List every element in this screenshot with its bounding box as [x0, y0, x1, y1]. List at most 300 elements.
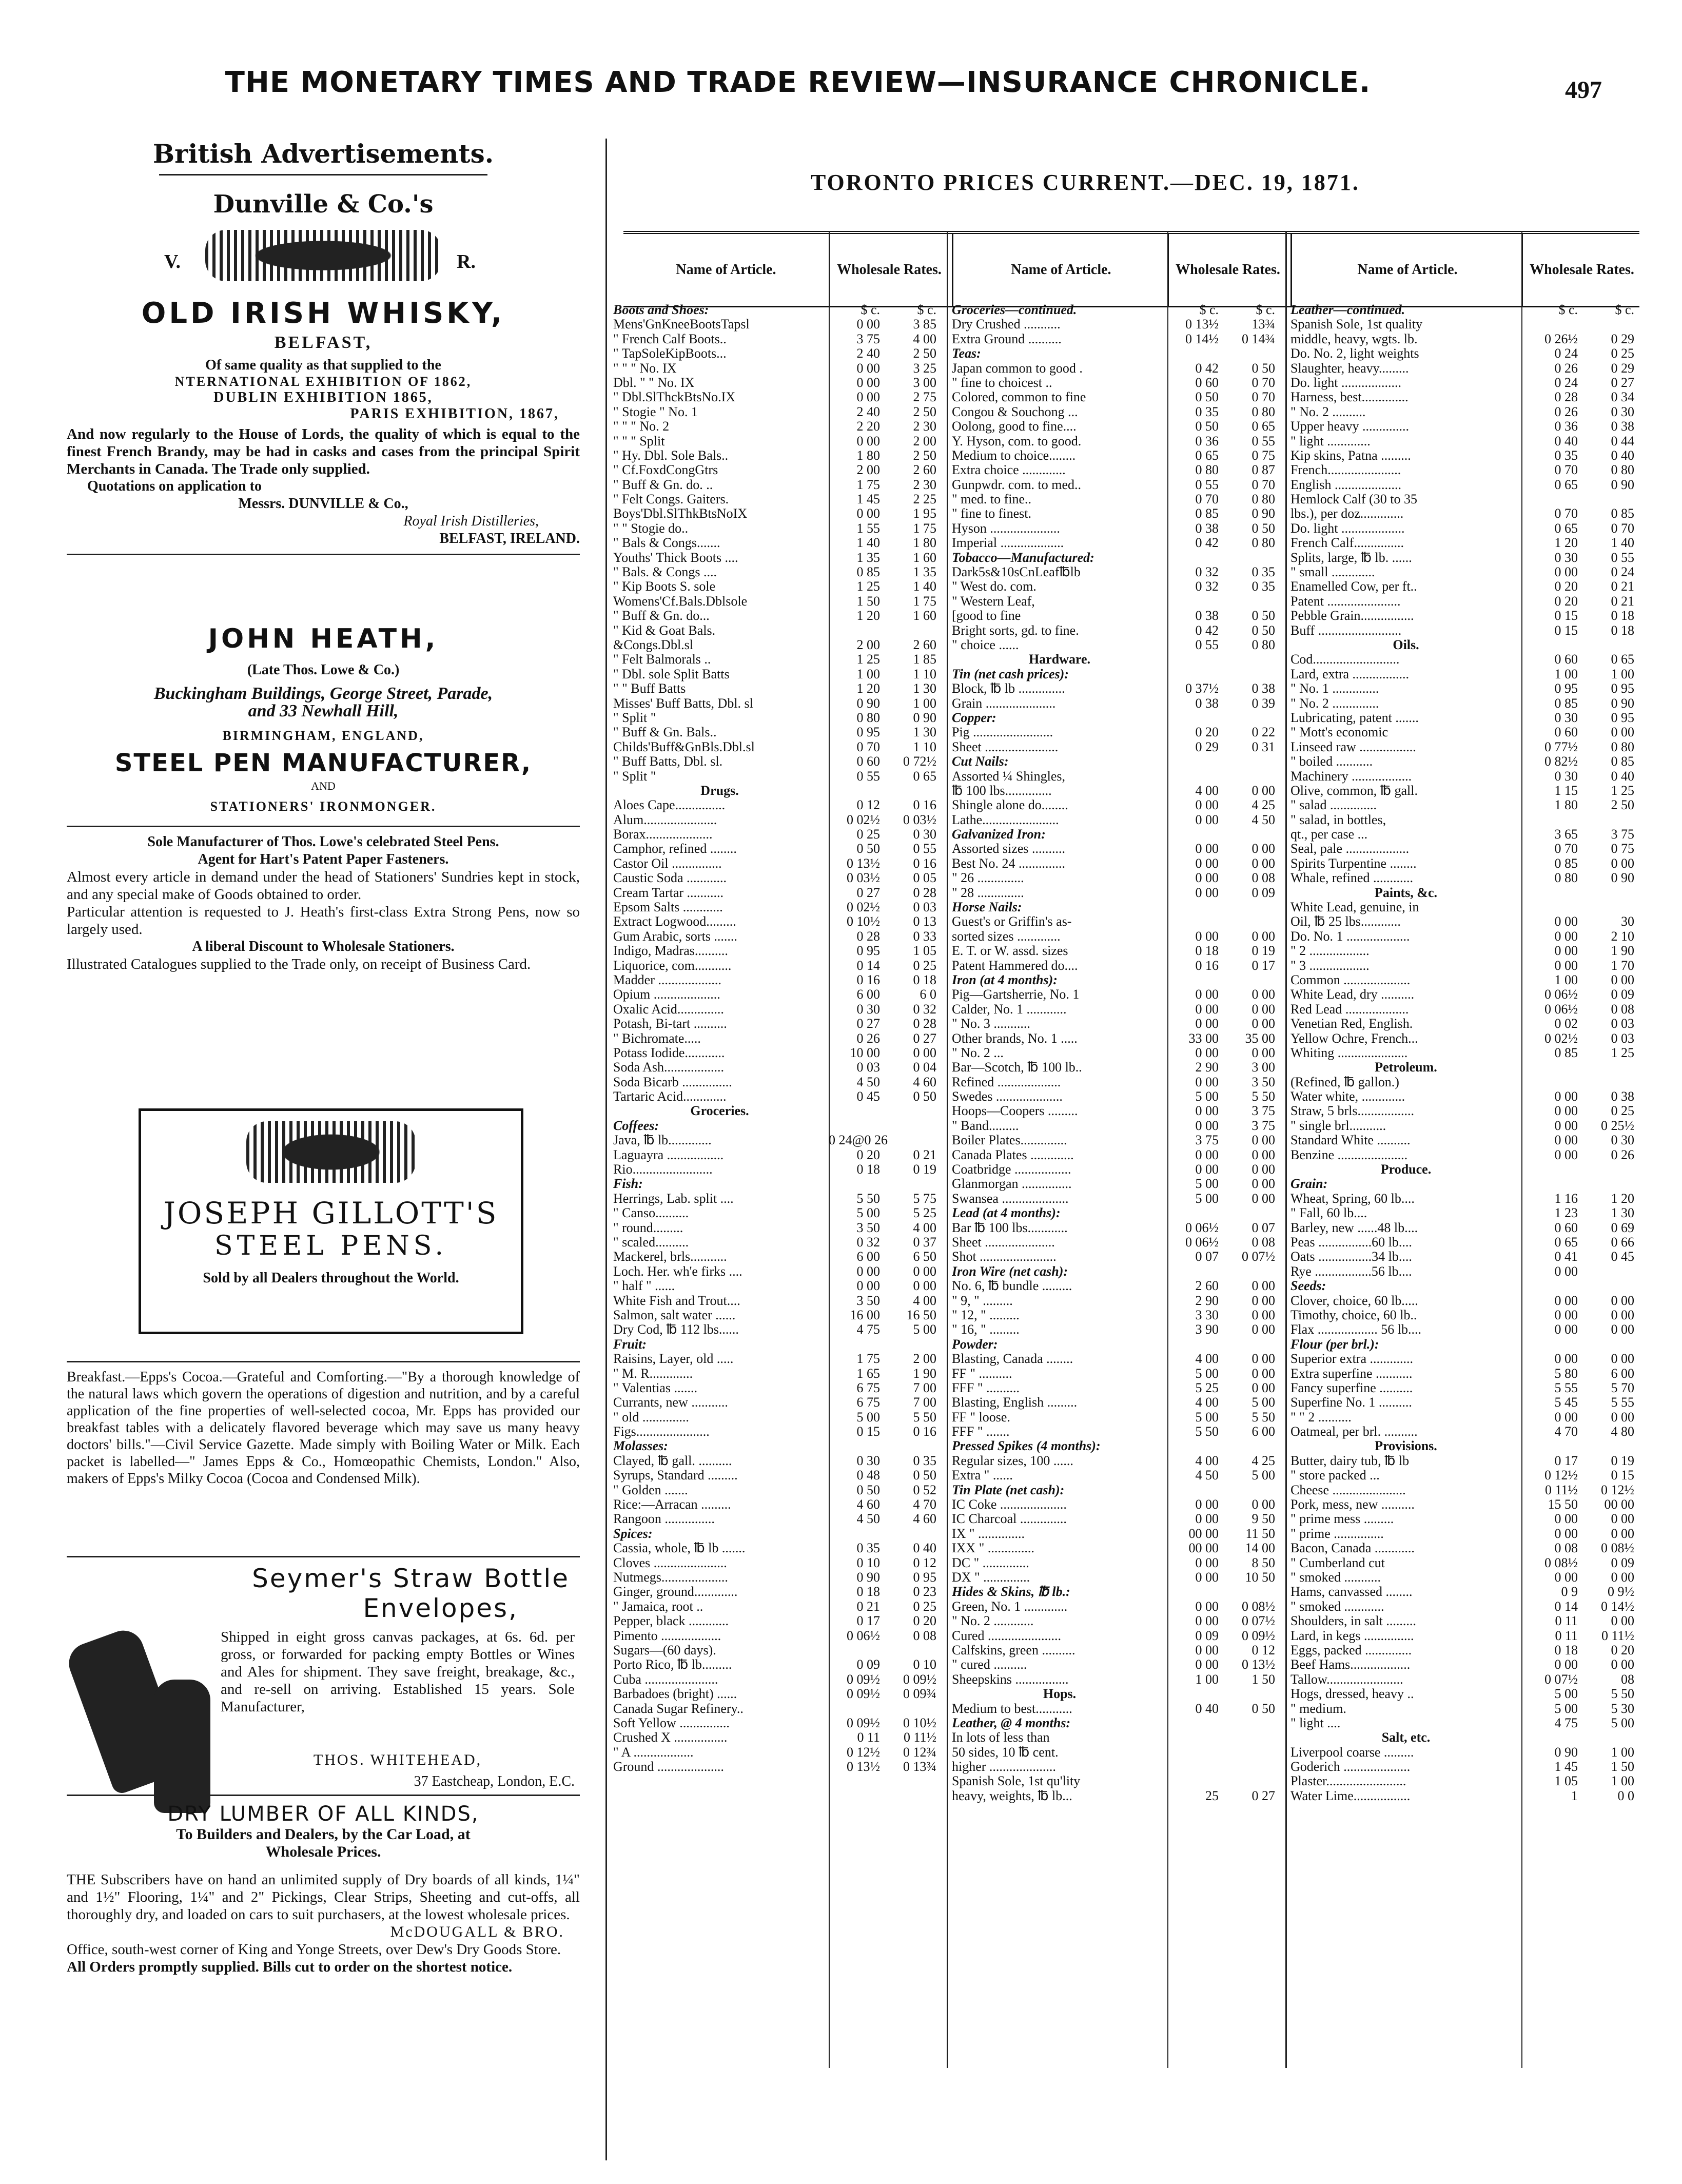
article-name: " No. 2 ..............	[1290, 696, 1379, 711]
dunville-ad	[67, 190, 580, 561]
seymer-title-2: Envelopes,	[363, 1593, 518, 1623]
article-name: Enamelled Cow, per ft..	[1290, 579, 1417, 594]
article-name: Block, ℔ lb ..............	[952, 681, 1065, 696]
price-row	[952, 914, 1280, 929]
gillott-ad	[139, 1108, 523, 1334]
article-name: Indigo, Madras..........	[613, 944, 728, 959]
article-name: " Cf.FoxdCongGtrs	[613, 463, 718, 478]
article-name: Sheet .....................	[952, 1235, 1055, 1250]
rate-low: 0 10½	[847, 914, 880, 929]
rate-low: 0 00	[1195, 1118, 1219, 1133]
price-row	[952, 317, 1280, 332]
rate-low: 0 00	[1195, 1511, 1219, 1527]
rate-high: 0 07½	[1242, 1613, 1275, 1629]
rate-low: 4 75	[856, 1322, 880, 1337]
price-row	[1290, 1687, 1645, 1701]
rate-low: 0 00	[1195, 870, 1219, 886]
rate-high: 0 31	[1251, 739, 1275, 754]
price-row	[952, 1337, 1280, 1352]
rate-low: 0 00	[1554, 1526, 1578, 1541]
rate-low: 0 50	[856, 1482, 880, 1497]
article-name: Calder, No. 1 ............	[952, 1002, 1067, 1017]
col-rates-header-3: Wholesale Rates.	[1521, 234, 1641, 306]
article-name: Mackerel, brls...........	[613, 1250, 727, 1264]
rate-high: 0 70	[1251, 375, 1275, 390]
article-name: Ginger, ground.............	[613, 1585, 738, 1600]
rate-high: 5 30	[1611, 1701, 1634, 1716]
rate-low: 3 75	[856, 331, 880, 346]
price-row	[952, 521, 1280, 536]
price-row	[952, 1730, 1280, 1745]
price-row	[1290, 725, 1645, 739]
price-row	[613, 1104, 942, 1118]
article-name: " cured ..........	[952, 1658, 1027, 1672]
price-row	[952, 652, 1280, 667]
rate-low: 00 00	[1188, 1541, 1219, 1556]
rate-high: 3 75	[1611, 827, 1634, 842]
rate-high: 0 03	[1611, 1030, 1634, 1046]
rate-low: 0 70	[856, 739, 880, 754]
price-row	[952, 1774, 1280, 1788]
rate-high: 0 22	[1251, 725, 1275, 740]
price-row	[1290, 696, 1645, 711]
article-name: Dry Crushed ...........	[952, 317, 1061, 332]
article-name: IC Coke ....................	[952, 1497, 1067, 1512]
rate-high: 2 30	[913, 419, 936, 434]
article-name: 50 sides, 10 ℔ cent.	[952, 1745, 1059, 1760]
rate-low: 0 06½	[847, 1628, 880, 1643]
rate-high: 0 00	[1251, 1001, 1275, 1017]
epps-ad	[67, 1355, 580, 1487]
rate-low: 0 06½	[1185, 1220, 1219, 1235]
rate-low: 1 45	[856, 492, 880, 507]
price-row	[1290, 492, 1645, 506]
rate-high: 0 38	[1611, 419, 1634, 434]
rate-high: 2 50	[1611, 797, 1634, 813]
heath-trade: STEEL PEN MANUFACTURER,	[114, 749, 532, 777]
rate-high: 3 00	[1251, 1060, 1275, 1075]
price-row	[1290, 1454, 1645, 1468]
rate-high: 0 95	[1611, 710, 1634, 725]
rate-low: 0 16	[1195, 958, 1219, 973]
article-name: Patent ......................	[1290, 594, 1401, 609]
rate-high: 2 50	[913, 404, 936, 419]
rate-low: 5 00	[1195, 1089, 1219, 1104]
rate-high: 1 70	[1611, 958, 1634, 973]
article-name: Boots and Shoes:	[613, 303, 709, 317]
price-row	[613, 929, 942, 944]
price-row	[613, 1119, 942, 1133]
rate-high: 0 00	[1611, 1569, 1634, 1585]
rate-high: 5 25	[913, 1205, 936, 1221]
article-name: Assorted sizes ..........	[952, 842, 1065, 856]
rate-low: 5 50	[856, 1191, 880, 1206]
price-row	[952, 959, 1280, 973]
price-row	[1290, 1760, 1645, 1774]
rate-low: 0 00	[856, 317, 880, 332]
rate-low: 0 70	[1554, 462, 1578, 478]
article-name: Potash, Bi-tart ..........	[613, 1017, 727, 1031]
article-name: Mens'GnKneeBootsTapsl	[613, 317, 750, 332]
article-name: Currants, new ...........	[613, 1395, 728, 1410]
article-name: " No. 2 ...	[952, 1045, 1004, 1060]
rate-low: 5 25	[1195, 1380, 1219, 1395]
article-name: Pressed Spikes (4 months):	[952, 1439, 1101, 1454]
rate-high: 0 00	[1251, 1497, 1275, 1512]
rate-low: 0 00	[1195, 1598, 1219, 1614]
rate-high: 0 03½	[903, 812, 936, 827]
price-row	[613, 886, 942, 900]
price-row	[1290, 1046, 1645, 1060]
rate-low: 0 26½	[1544, 331, 1578, 346]
rate-high: 0 00	[1251, 1307, 1275, 1322]
rate-low: 0 95	[1554, 681, 1578, 696]
rate-low: 0 00	[1195, 1103, 1219, 1119]
price-row	[613, 1730, 942, 1745]
price-row	[613, 914, 942, 929]
rate-high: 0 50	[1251, 622, 1275, 638]
rate-low: 0 30	[1554, 550, 1578, 565]
rate-high: 0 00	[1611, 1409, 1634, 1425]
rate-high: 1 05	[913, 943, 936, 959]
price-row	[952, 1570, 1280, 1585]
price-row	[1290, 1192, 1645, 1206]
rate-high: 0 35	[913, 1453, 936, 1468]
price-row	[952, 1527, 1280, 1541]
rate-high: 0 66	[1611, 1235, 1634, 1250]
price-row	[1290, 1221, 1645, 1235]
price-row	[1290, 434, 1645, 449]
article-name: Seeds:	[1290, 1279, 1326, 1294]
rate-high: 1 50	[1251, 1671, 1275, 1687]
rate-low: 0 15	[856, 1424, 880, 1439]
article-name: Straw, 5 brls.................	[1290, 1104, 1414, 1119]
rate-high: 0 27	[913, 1030, 936, 1046]
rate-high: 1 35	[913, 564, 936, 580]
article-name: Tin Plate (net cash):	[952, 1483, 1065, 1497]
price-row	[1290, 419, 1645, 434]
price-row	[1290, 594, 1645, 609]
rate-low: 5 00	[1195, 1409, 1219, 1425]
rate-high: 5 00	[1251, 1468, 1275, 1483]
price-row	[1290, 754, 1645, 769]
price-row	[1290, 1672, 1645, 1687]
rate-low: 0 27	[856, 885, 880, 900]
rate-high: 1 95	[913, 506, 936, 521]
article-name: Venetian Red, English.	[1290, 1017, 1413, 1031]
price-row	[613, 1046, 942, 1060]
article-name: " TapSoleKipBoots...	[613, 346, 727, 361]
article-name: Pimento ..................	[613, 1628, 721, 1643]
price-row	[952, 303, 1280, 317]
rate-high: $ c.	[917, 302, 936, 317]
rate-high: 0 00	[1611, 1613, 1634, 1629]
article-name: Regular sizes, 100 ......	[952, 1453, 1073, 1468]
price-row	[613, 944, 942, 958]
article-name: Extract Logwood.........	[613, 914, 736, 929]
article-name: " Band.........	[952, 1118, 1019, 1133]
rate-high: 0 44	[1611, 433, 1634, 449]
price-row	[613, 1585, 942, 1599]
price-row	[1290, 827, 1645, 842]
rate-low: 0 82½	[1544, 754, 1578, 769]
rate-high: 0 39	[1251, 695, 1275, 711]
article-name: ℔ 100 lbs..............	[952, 783, 1052, 798]
rate-high: 0 00	[1251, 841, 1275, 856]
rate-low: 0 28	[1554, 389, 1578, 405]
rate-high: 5 00	[1251, 1395, 1275, 1410]
article-name: Gunpwdr. com. to med..	[952, 477, 1082, 492]
article-name: In lots of less than	[952, 1730, 1050, 1745]
article-name: " Buff Batts, Dbl. sl.	[613, 754, 723, 769]
article-name: Powder:	[952, 1337, 998, 1352]
price-row	[1290, 1658, 1645, 1672]
price-row	[613, 1497, 942, 1512]
article-name: Common ....................	[1290, 972, 1411, 987]
rate-low: 1 00	[1554, 972, 1578, 987]
rate-high: 0 00	[913, 1045, 936, 1060]
price-row	[952, 813, 1280, 827]
price-row	[952, 1702, 1280, 1716]
rate-low: 0 00	[1195, 1147, 1219, 1162]
article-name: " " Stogie do..	[613, 521, 689, 536]
price-row	[952, 1614, 1280, 1628]
price-row	[952, 886, 1280, 900]
rate-low: 5 55	[1554, 1380, 1578, 1395]
rate-high: 2 60	[913, 462, 936, 478]
article-name: " 12, " .........	[952, 1308, 1020, 1322]
price-row	[952, 449, 1280, 463]
price-row	[1290, 1308, 1645, 1322]
rate-low: 0 12	[856, 797, 880, 813]
price-row	[952, 594, 1280, 609]
price-row	[952, 1002, 1280, 1017]
rate-high: 11 50	[1245, 1526, 1275, 1541]
rate-high: 0 40	[913, 1541, 936, 1556]
rate-low: 15 50	[1548, 1497, 1578, 1512]
rate-high: 1 30	[1611, 1205, 1634, 1221]
epps-text: Breakfast.—Epps's Cocoa.—Grateful and Comforting.—"By a thorough knowledge of the natural laws which govern the operations of digestion and nutrition, and by a careful application of the fine properties of well-selected cocoa, Mr. Epps has provided our breakfast tables with a delicately flavored beverage which may save us many heavy doctors' bills."—Civil Service Gazette. Made simply with Boiling Water or Milk. Each packet is labelled—" James Epps & Co., Homœopathic Chemists, London." Also, makers of Epps's Milky Cocoa (Cocoa and Condensed Milk).	[67, 1369, 580, 1487]
rate-high: 0 00	[1251, 1293, 1275, 1308]
article-name: Patent Hammered do....	[952, 958, 1078, 973]
rate-low: 0 08	[1554, 1541, 1578, 1556]
rate-low: 0 15	[1554, 622, 1578, 638]
price-row	[613, 725, 942, 739]
rate-low: 0 00	[1195, 797, 1219, 813]
price-row	[952, 1760, 1280, 1774]
rate-high: 0 08	[1611, 1001, 1634, 1017]
rate-low: 0 24@0 26	[829, 1133, 888, 1148]
rate-high: 0 00	[1611, 1351, 1634, 1367]
article-name: Bar—Scotch, ℔ 100 lb..	[952, 1060, 1082, 1075]
article-name: Caustic Soda ............	[613, 871, 727, 886]
rate-low: 0 00	[1195, 1001, 1219, 1017]
article-name: Provisions.	[1375, 1439, 1437, 1454]
rate-low: 0 00	[1554, 1409, 1578, 1425]
article-name: Laguayra .................	[613, 1147, 724, 1162]
article-name: " salad ..............	[1290, 798, 1377, 813]
price-row	[613, 492, 942, 506]
rate-low: 0 28	[856, 928, 880, 944]
rate-low: 0 18	[856, 1162, 880, 1177]
rate-low: 0 24	[1554, 346, 1578, 361]
rate-low: 0 20	[1554, 579, 1578, 594]
price-row	[613, 565, 942, 579]
rate-low: 0 95	[856, 725, 880, 740]
rate-high: 0 00	[1251, 1147, 1275, 1162]
rate-high: 0 00	[1611, 972, 1634, 987]
price-row	[952, 536, 1280, 550]
rate-high: 1 10	[913, 739, 936, 754]
price-row	[613, 1439, 942, 1453]
article-name: Yellow Ochre, French...	[1290, 1031, 1418, 1046]
price-row	[952, 405, 1280, 419]
gillott-sold: Sold by all Dealers throughout the World.	[203, 1270, 459, 1286]
rate-low: 0 09	[1195, 1628, 1219, 1643]
rate-high: 0 08½	[1601, 1541, 1634, 1556]
price-row	[613, 856, 942, 871]
rate-low: 10 00	[850, 1045, 880, 1060]
price-row	[1290, 463, 1645, 477]
rate-low: 1 75	[856, 1351, 880, 1367]
article-name: Water white, .............	[1290, 1089, 1405, 1104]
dunville-product: OLD IRISH WHISKY,	[141, 297, 505, 330]
article-name: Imperial ...................	[952, 536, 1064, 551]
price-row	[952, 1264, 1280, 1279]
rate-low: 0 00	[1554, 943, 1578, 959]
rate-low: 0 21	[856, 1598, 880, 1614]
rate-high: 1 60	[913, 608, 936, 623]
price-row	[613, 1352, 942, 1366]
article-name: Green, No. 1 .............	[952, 1599, 1068, 1614]
rate-low: 2 40	[856, 346, 880, 361]
price-row	[613, 1235, 942, 1250]
article-name: Sheet ......................	[952, 739, 1059, 754]
rate-low: 1 50	[856, 593, 880, 609]
article-name: Beef Hams..................	[1290, 1658, 1411, 1672]
rate-low: 2 90	[1195, 1293, 1219, 1308]
price-row	[613, 1206, 942, 1220]
rate-high: 0 10	[913, 1657, 936, 1672]
rate-low: 0 00	[856, 506, 880, 521]
rate-low: 0 38	[1195, 520, 1219, 536]
rate-low: 0 14½	[1185, 331, 1219, 346]
rate-low: 2 20	[856, 419, 880, 434]
rate-high: 0 50	[1251, 608, 1275, 623]
price-row	[952, 784, 1280, 798]
rate-low: 0 00	[1554, 1307, 1578, 1322]
rate-low: 0 60	[1195, 375, 1219, 390]
article-name: Kip skins, Patna .........	[1290, 448, 1411, 463]
price-row	[1290, 944, 1645, 958]
price-row	[613, 1395, 942, 1410]
article-name: " Buff & Gn. Bals..	[613, 725, 717, 740]
rate-high: 0 08½	[1242, 1598, 1275, 1614]
rate-high: 0 16	[913, 855, 936, 871]
price-row	[1290, 361, 1645, 376]
rate-low: 1 20	[1554, 535, 1578, 551]
article-name: Do. light ...................	[1290, 521, 1405, 536]
price-row	[613, 696, 942, 711]
price-row	[613, 1264, 942, 1279]
article-name: Standard White ..........	[1290, 1133, 1411, 1148]
article-name: White Fish and Trout....	[613, 1293, 740, 1308]
article-name: Oils.	[1393, 637, 1419, 652]
price-row	[1290, 681, 1645, 696]
rate-low: 4 00	[1195, 1351, 1219, 1367]
rate-low: 0 15	[1554, 608, 1578, 623]
lumber-ad	[67, 1788, 580, 1976]
article-name: " No. 2 ..........	[1290, 404, 1366, 419]
price-row	[952, 929, 1280, 944]
rate-high: 0 25	[1611, 346, 1634, 361]
price-row	[952, 1177, 1280, 1191]
article-name: Porto Rico, ℔ lb.........	[613, 1658, 732, 1672]
article-name: Swedes ....................	[952, 1089, 1063, 1104]
rate-low: 1 25	[856, 579, 880, 594]
rate-high: 1 90	[1611, 943, 1634, 959]
article-name: FF " ..........	[952, 1366, 1012, 1381]
article-name: " Mott's economic	[1290, 725, 1388, 740]
article-name: " " " No. 2	[613, 419, 670, 434]
price-row	[952, 1308, 1280, 1322]
rate-low: 0 36	[1195, 433, 1219, 449]
price-row	[952, 1497, 1280, 1512]
article-name: " " 2 ..........	[1290, 1410, 1352, 1425]
rate-high: 1 75	[913, 520, 936, 536]
article-name: Spirits Turpentine ........	[1290, 856, 1417, 871]
price-row	[952, 1089, 1280, 1104]
price-row	[613, 1702, 942, 1716]
article-name: Canada Sugar Refinery..	[613, 1701, 744, 1716]
article-name: Bacon, Canada ............	[1290, 1541, 1415, 1556]
price-row	[952, 827, 1280, 842]
price-row	[613, 987, 942, 1002]
article-name: Bright sorts, gd. to fine.	[952, 623, 1079, 638]
rate-low: 4 75	[1554, 1715, 1578, 1730]
rate-low: 1 05	[1554, 1773, 1578, 1789]
rate-high: 2 50	[913, 346, 936, 361]
article-name: Potass Iodide............	[613, 1045, 725, 1060]
article-name: Dbl. " " No. IX	[613, 375, 695, 390]
rate-high: 7 00	[913, 1380, 936, 1395]
price-row	[952, 1745, 1280, 1760]
heath-p4: Particular attention is requested to J. Heath's first-class Extra Strong Pens, now so largely used.	[67, 904, 580, 938]
rate-low: 0 85	[1554, 1045, 1578, 1060]
page-header	[0, 66, 1682, 117]
rate-low: 0 00	[1554, 1263, 1578, 1279]
price-row	[1290, 1395, 1645, 1410]
col-name-header-2: Name of Article.	[952, 234, 1169, 306]
rate-high: 0 23	[913, 1584, 936, 1600]
heath-p1: Sole Manufacturer of Thos. Lowe's celebrated Steel Pens.	[147, 834, 499, 850]
price-row	[1290, 987, 1645, 1002]
price-row	[613, 1614, 942, 1628]
article-name: Goderich ....................	[1290, 1760, 1411, 1775]
divider	[67, 554, 580, 555]
rate-low: 0 14	[856, 958, 880, 973]
price-row	[1290, 1104, 1645, 1118]
article-name: Hoops—Coopers .........	[952, 1104, 1078, 1119]
article-name: Syrups, Standard .........	[613, 1468, 738, 1483]
article-name: " Kid & Goat Bals.	[613, 623, 716, 638]
article-name: Boiler Plates..............	[952, 1133, 1067, 1148]
price-row	[613, 1250, 942, 1264]
rate-high: 0 80	[1251, 535, 1275, 551]
article-name: Tobacco—Manufactured:	[952, 550, 1094, 565]
price-row	[613, 521, 942, 536]
rate-low: 0 20	[1554, 593, 1578, 609]
